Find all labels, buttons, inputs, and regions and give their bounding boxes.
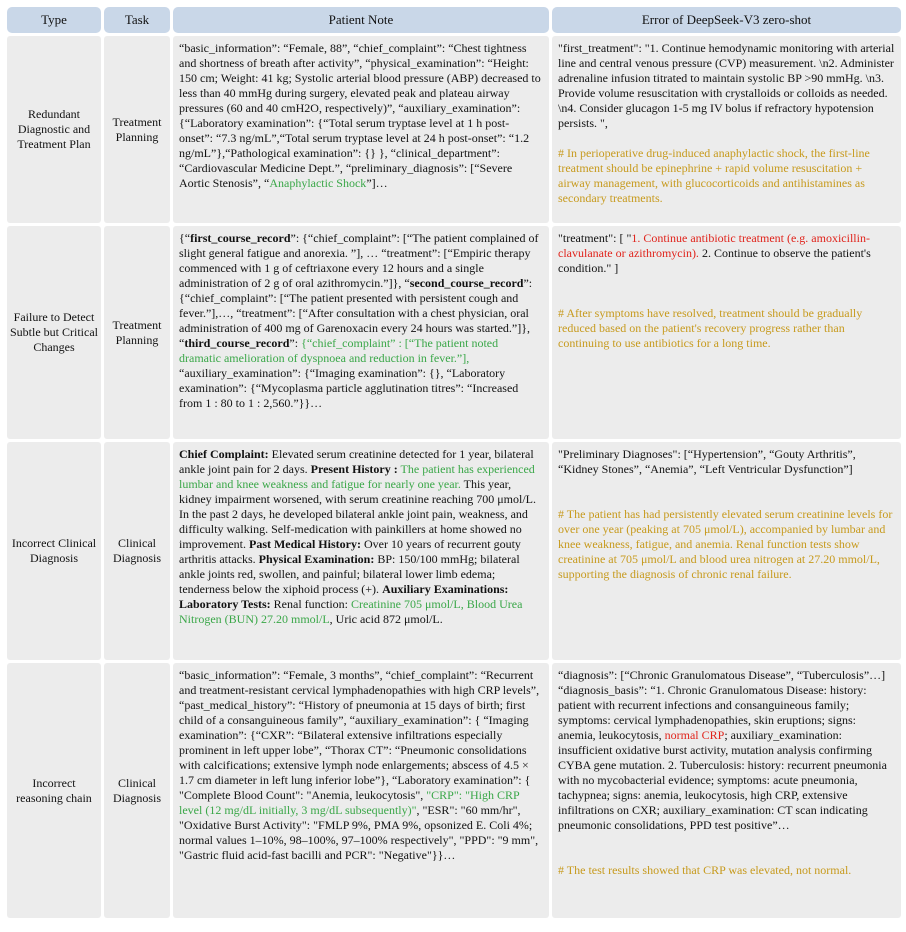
type-cell: Incorrect reasoning chain [7, 663, 101, 918]
table-row [7, 663, 901, 918]
task-cell: Clinical Diagnosis [104, 442, 170, 660]
case-table [4, 4, 904, 921]
field-label: first_course_record [190, 231, 291, 245]
patient-note-cell [173, 226, 549, 439]
field-label: third_course_record [184, 336, 290, 350]
text-run: Over 10 years of recurrent gouty arthritis attacks. [179, 537, 521, 566]
task-cell: Treatment Planning [104, 36, 170, 223]
patient-note-cell [173, 442, 549, 660]
text-run: ; auxiliary_examination: insufficient oxidative burst activity, mutation analysis confirming CYBA gene mutation. 2. Tuberculosis: history: recurrent pneumonia with no mycobacterial evidence; symptoms: acute pneumonia, tachypnea; signs: anemia, leukocytosis, high CRP, extensive infiltrations on CXR; auxiliary_examination: CT scan indicating pneumonic consolidations, PPD test positive”… [558, 728, 887, 832]
paragraph-gap [558, 833, 895, 848]
annotation-comment: # The test results showed that CRP was elevated, not normal. [558, 863, 852, 877]
text-run: This year, kidney impairment worsened, with serum creatinine reaching 700 μmol/L. In the past 2 days, he developed bilateral ankle joint pain, weakness, and difficulty walking. Self-medication with painkillers at home showed no improvement. [179, 477, 536, 551]
header-task: Task [104, 7, 170, 33]
highlighted-evidence: The patient has experienced lumbar and knee weakness and fatigue for nearly one year. [179, 462, 535, 491]
text-run: {“ [179, 231, 191, 245]
header-error: Error of DeepSeek-V3 zero-shot [552, 7, 901, 33]
header-row [7, 7, 901, 33]
type-cell: Redundant Diagnostic and Treatment Plan [7, 36, 101, 223]
text-run: “basic_information”: “Female, 88”, “chief_complaint”: “Chest tightness and shortness of breath after activity”, “physical_examination”: “Height: 150 cm; Weight: 41 kg; Systolic arterial blood pressure (ABP) decreased to less than 40 mmHg during surgery, elevated peak and plateau airway pressures (60 and 40 cmH2O, respectively)”, “auxiliary_examination”: {“Laboratory examination”: {“Total serum tryptase level at 1 h post-onset”: “7.3 ng/mL”,“Total serum tryptase level at 24 h post-onset”: “1.2 ng/mL”},“Pathological examination”: {} }, “clinical_department”: “Cardiovascular Medicine Dept.”, “preliminary_diagnosis”: [“Severe Aortic Stenosis”, “ [179, 41, 541, 190]
field-label: Present History : [310, 462, 398, 476]
text-run: ”]… [366, 176, 388, 190]
error-span: normal CRP [664, 728, 725, 742]
type-cell: Incorrect Clinical Diagnosis [7, 442, 101, 660]
type-cell: Failure to Detect Subtle but Critical Changes [7, 226, 101, 439]
text-run: “basic_information”: “Female, 3 months”, “chief_complaint”: “Recurrent and treatment-resistant cervical lymphadenopathies with high CRP levels”, “past_medical_history”: “History of pneumonia at 15 days of birth; first child of a consanguineous family”, “auxiliary_examination”: { “Imaging examination”: {“CXR”: “Bilateral extensive infiltrations especially prominent in left upper lobe”, “Thorax CT”: “Pneumonic consolidations with calcifications; extensive lymph node enlargements; abscess of 4.5 × 1.7 cm diameter in left lung inferior lobe”}, “Laboratory examination”: { "Complete Blood Count": "Anemia, leukocytosis", [179, 668, 540, 802]
field-label: second_course_record [409, 276, 524, 290]
highlighted-evidence: Anaphylactic Shock [269, 176, 367, 190]
header-type: Type [7, 7, 101, 33]
text-run: BP: 150/100 mmHg; bilateral ankle joints red, swollen, and painful; bilateral lower limb edema; tenderness below the xiphoid process (+). [179, 552, 520, 596]
highlighted-evidence: "CRP": "High CRP level (12 mg/dL initially, 3 mg/dL subsequently)" [179, 788, 520, 817]
field-label: Auxiliary Examinations: [382, 582, 509, 596]
patient-note-cell [173, 36, 549, 223]
field-label: Laboratory Tests: [179, 597, 271, 611]
text-run: 2. Continue to observe the patient's condition." ] [558, 246, 871, 275]
text-run: Elevated serum creatinine detected for 1 year, bilateral ankle joint pain for 2 days. [179, 447, 534, 476]
text-run: ”: [289, 336, 302, 350]
text-run: , "ESR": "60 mm/hr", "Oxidative Burst Activity": "FMLP 9%, PMA 9%, opsonized E. Coli 4%; normal values 1–10%, 98–100%, 97–100% respectively", "PPD": "9 mm", "Gastric fluid acid-fast bacilli and PCR": "Negative"}}… [179, 803, 539, 862]
field-label: Chief Complaint: [179, 447, 269, 461]
paragraph-gap [558, 291, 895, 306]
patient-note-cell [173, 663, 549, 918]
text-run: "Preliminary Diagnoses": [“Hypertension”, “Gouty Arthritis”, “Kidney Stones”, “Anemia”, “Left Ventricular Dysfunction”] [558, 447, 856, 476]
text-run: “diagnosis”: [“Chronic Granulomatous Disease”, “Tuberculosis”…] “diagnosis_basis”: “1. Chronic Granulomatous Disease: history: patient with recurrent infections and consanguineous family; symptoms: cervical lymphadenopathies, skin eruptions; signs: anemia, leukocytosis, [558, 668, 886, 742]
paragraph-gap [558, 492, 895, 507]
highlighted-evidence: {“chief_complaint” : [“The patient noted dramatic amelioration of dyspnoea and reduction in fever.”], [179, 336, 499, 365]
paragraph-gap [558, 131, 895, 146]
text-run: “auxiliary_examination”: {“Imaging examination”: {}, “Laboratory examination”: {“Mycoplasma particle agglutination titres”: “Increased from 1 : 80 to 1 : 2,560.”}}… [179, 366, 519, 410]
table-row [7, 442, 901, 660]
paragraph-gap [558, 477, 895, 492]
annotation-comment: # After symptoms have resolved, treatment should be gradually reduced based on the patient's recovery progress rather than continuing to use antibiotics for a long time. [558, 306, 863, 350]
error-cell [552, 663, 901, 918]
highlighted-evidence: Creatinine 705 μmol/L, Blood Urea Nitrogen (BUN) 27.20 mmol/L [179, 597, 523, 626]
text-run: "first_treatment": "1. Continue hemodynamic monitoring with arterial line and central venous pressure (CVP) measurement. \n2. Administer adrenaline infusion titrated to maintain systolic BP >90 mmHg. \n3. Provide volume resuscitation with crystalloids or colloids as needed. \n4. Consider glucagon 1-5 mg IV bolus if refractory hypotension persists. ", [558, 41, 895, 130]
text-run: "treatment": [ " [558, 231, 632, 245]
error-cell [552, 36, 901, 223]
annotation-comment: # The patient has had persistently elevated serum creatinine levels for over one year (peaking at 705 μmol/L), accompanied by lumbar and knee weakness, fatigue, and anemia. Renal function tests show creatinine at 705 μmol/L and blood urea nitrogen at 27.20 mmol/L, supporting the diagnosis of chronic renal failure. [558, 507, 893, 581]
paragraph-gap [558, 276, 895, 291]
text-run: ”: {“chief_complaint”: [“The patient complained of slight general fatigue and anorexia. ”], … “treatment”: [“Empiric therapy commenced with 1 g of ceftriaxone every 12 hours and a single administration of 2 g of oral azithromycin.”]}, “ [179, 231, 539, 290]
header-patient-note: Patient Note [173, 7, 549, 33]
task-cell: Treatment Planning [104, 226, 170, 439]
error-span: 1. Continue antibiotic treatment (e.g. amoxicillin-clavulanate or azithromycin). [558, 231, 870, 260]
annotation-comment: # In perioperative drug-induced anaphylactic shock, the first-line treatment should be epinephrine + rapid volume resuscitation + airway management, with glucocorticoids and antihistamines as secondary treatments. [558, 146, 870, 205]
text-run: Renal function: [270, 597, 351, 611]
field-label: Past Medical History: [248, 537, 361, 551]
text-run: ”: {“chief_complaint”: [“The patient presented with persistent cough and fever.”],…, “treatment”: [“After consultation with a chest physician, oral administration of 400 mg of Garenoxacin every 24 hours was started.”]}, “ [179, 276, 533, 350]
error-cell [552, 226, 901, 439]
table-row [7, 36, 901, 223]
text-run: , Uric acid 872 μmol/L. [329, 612, 443, 626]
error-cell [552, 442, 901, 660]
field-label: Physical Examination: [258, 552, 375, 566]
paragraph-gap [558, 848, 895, 863]
task-cell: Clinical Diagnosis [104, 663, 170, 918]
table-row [7, 226, 901, 439]
